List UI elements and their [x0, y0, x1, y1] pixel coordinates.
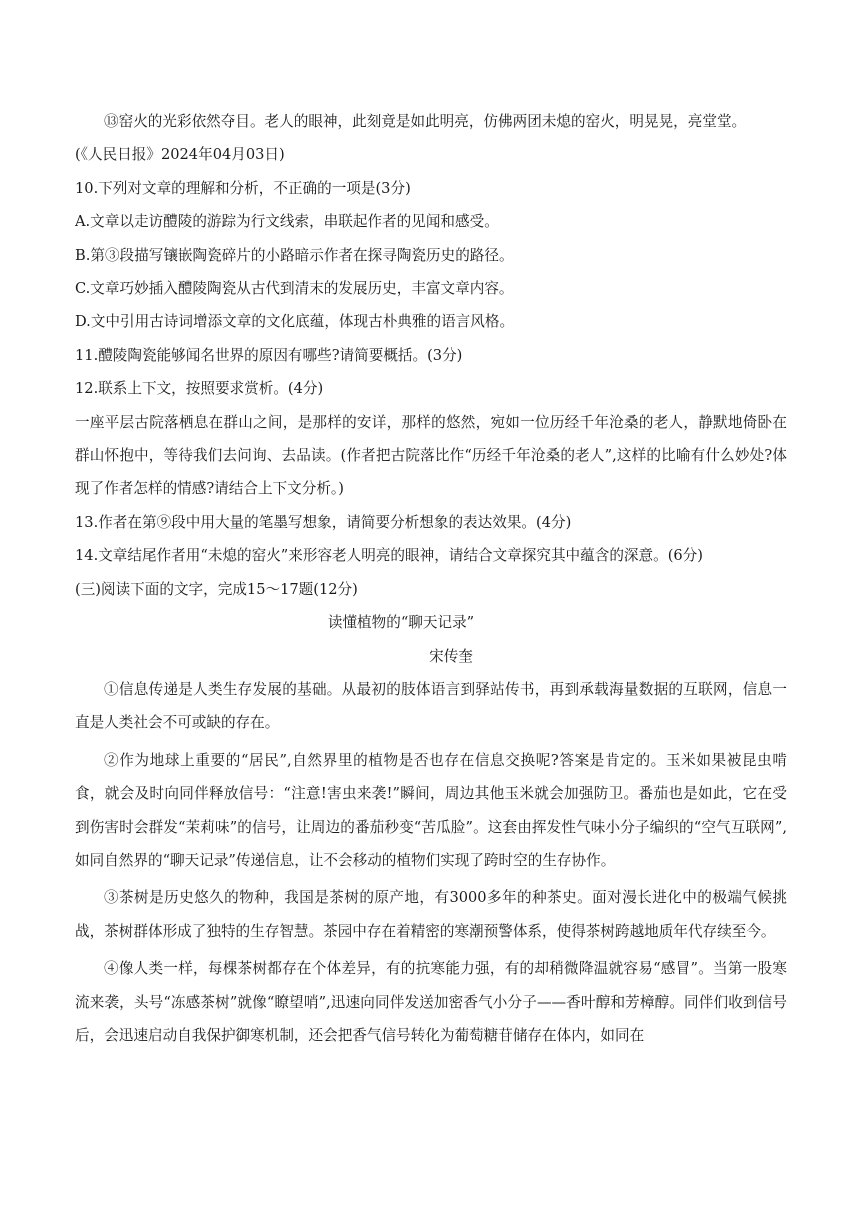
question-13: 13.作者在第⑨段中用大量的笔墨写想象，请简要分析想象的表达效果。(4分) — [75, 513, 572, 531]
article-source: (《人民日报》2024年04月03日) — [75, 146, 285, 164]
question-10-option-a: A.文章以走访醴陵的游踪为行文线索，串联起作者的见闻和感受。 — [75, 213, 499, 231]
question-10-option-c: C.文章巧妙插入醴陵陶瓷从古代到清末的发展历史，丰富文章内容。 — [75, 280, 514, 298]
section-3-heading: (三)阅读下面的文字，完成15～17题(12分) — [75, 580, 358, 598]
question-10-stem: 10.下列对文章的理解和分析，不正确的一项是(3分) — [75, 179, 411, 197]
passage-author: 宋传奎 — [429, 647, 473, 665]
question-12-stem: 12.联系上下文，按照要求赏析。(4分) — [75, 380, 324, 398]
article-paragraph-13: ⑬窑火的光彩依然夺目。老人的眼神，此刻竟是如此明亮，仿佛两团未熄的窑火，明晃晃，亮堂堂。 — [104, 113, 747, 130]
question-11: 11.醴陵陶瓷能够闻名世界的原因有哪些?请简要概括。(3分) — [75, 346, 463, 364]
question-10-option-d: D.文中引用古诗词增添文章的文化底蕴，体现古朴典雅的语言风格。 — [75, 313, 515, 331]
passage-title: 读懂植物的“聊天记录” — [327, 614, 475, 632]
passage-paragraph: ①信息传递是人类生存发展的基础。从最初的肢体语言到驿站传书，再到承载海量数据的互联网，信息一直是人类社会不可或缺的存在。 — [75, 680, 787, 732]
question-10-option-b: B.第③段描写镶嵌陶瓷碎片的小路暗示作者在探寻陶瓷历史的路径。 — [75, 246, 514, 264]
document-page — [75, 105, 787, 1052]
question-12-body: 一座平层古院落栖息在群山之间，是那样的安详，那样的悠然，宛如一位历经千年沧桑的老人，静默地倚卧在群山怀抱中，等待我们去问询、去品读。(作者把古院落比作“历经千年沧桑的老人”,这样的比喻有什么妙处?体现了作者怎样的情感?请结合上下文分析。) — [75, 413, 787, 498]
question-14: 14.文章结尾作者用“未熄的窑火”来形容老人明亮的眼神，请结合文章探究其中蕴含的深意。(6分) — [75, 547, 703, 565]
passage-paragraph: ③茶树是历史悠久的物种，我国是茶树的原产地，有3000多年的种茶史。面对漫长进化中的极端气候挑战，茶树群体形成了独特的生存智慧。茶园中存在着精密的寒潮预警体系，使得茶树跨越地质年代存续至今。 — [75, 889, 787, 940]
passage-paragraph: ②作为地球上重要的“居民”,自然界里的植物是否也存在信息交换呢?答案是肯定的。玉米如果被昆虫啃食，就会及时向同伴释放信号：“注意!害虫来袭!”瞬间，周边其他玉米就会加强防卫。番茄也是如此，它在受到伤害时会群发“茉莉味”的信号，让周边的番茄秒变“苦瓜脸”。这套由挥发性气味小分子编织的“空气互联网”,如同自然界的“聊天记录”传递信息，让不会移动的植物们实现了跨时空的生存协作。 — [75, 751, 787, 869]
passage-paragraph: ④像人类一样，每棵茶树都存在个体差异，有的抗寒能力强，有的却稍微降温就容易“感冒”。当第一股寒流来袭，头号“冻感茶树”就像“瞭望哨”,迅速向同伴发送加密香气小分子——香叶醇和芳樟醇。同伴们收到信号后，会迅速启动自我保护御寒机制，还会把香气信号转化为葡萄糖苷储存在体内，如同在 — [75, 960, 787, 1044]
